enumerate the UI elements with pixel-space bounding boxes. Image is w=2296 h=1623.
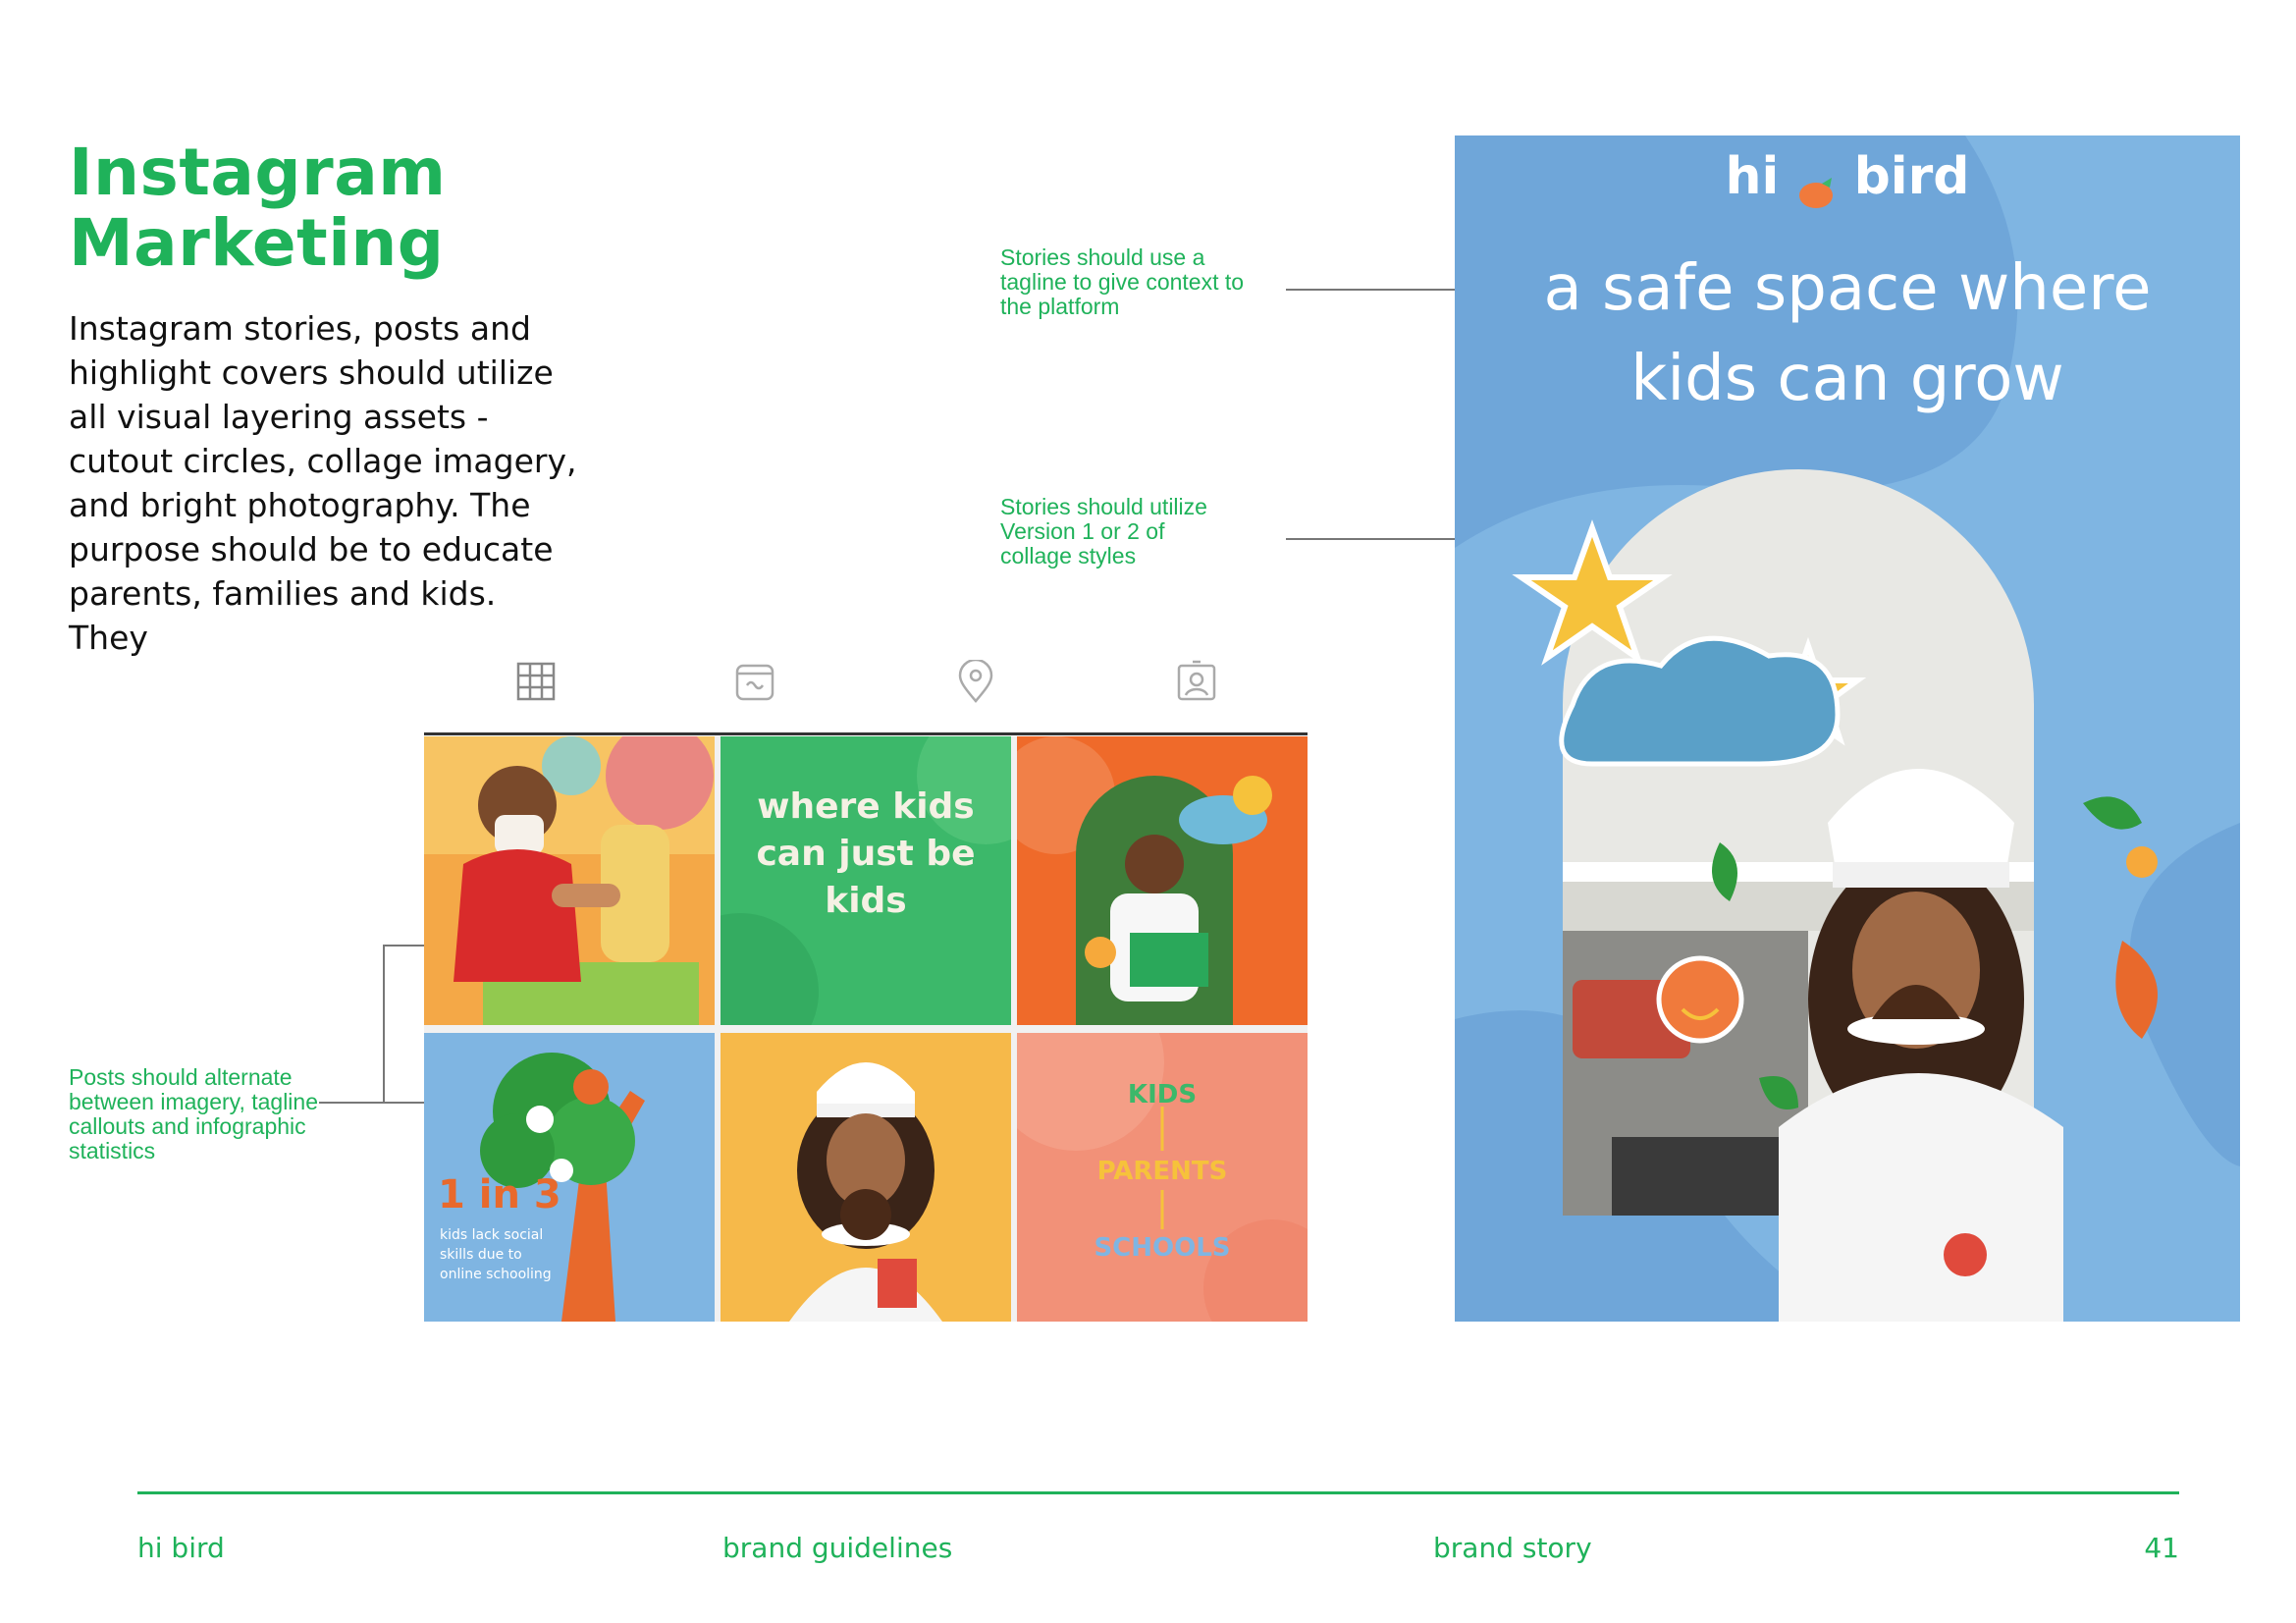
footer-section: brand story bbox=[1433, 1532, 1592, 1564]
story-tagline: a safe space where kids can grow bbox=[1543, 252, 2152, 415]
callout-posts: Posts should alternate between imagery, tagline callouts and infographic statistics bbox=[69, 1064, 318, 1163]
callout-posts-bracket bbox=[383, 945, 385, 1104]
page-title bbox=[69, 137, 447, 279]
reels-icon[interactable] bbox=[733, 660, 776, 703]
post-word-parents: PARENTS bbox=[1096, 1157, 1228, 1186]
footer-doc-title: brand guidelines bbox=[722, 1532, 953, 1564]
instagram-story[interactable] bbox=[1455, 135, 2240, 1322]
page-title-line-1: Instagram bbox=[69, 135, 447, 210]
post-photo-boy[interactable] bbox=[424, 736, 715, 1025]
tagged-icon[interactable] bbox=[1175, 660, 1218, 703]
instagram-post-grid bbox=[424, 736, 1308, 1322]
post-tagline-text: where kids can just be kids bbox=[756, 786, 976, 921]
post-stat-number: 1 in 3 bbox=[438, 1172, 561, 1217]
footer-page-number: 41 bbox=[2144, 1532, 2179, 1564]
post-photo-girl[interactable] bbox=[721, 1033, 1011, 1322]
callout-collage: Stories should utilize Version 1 or 2 of collage styles bbox=[1000, 494, 1207, 568]
body-paragraph: Instagram stories, posts and highlight covers should utilize all visual layering assets - cutout circles, collage imagery, and bright photography. The purpose should be to educate parents, families and kids. They bbox=[69, 309, 577, 657]
callout-posts-leader bbox=[319, 1102, 385, 1104]
grid-icon[interactable] bbox=[514, 660, 558, 703]
post-word-kids: KIDS bbox=[1127, 1080, 1198, 1109]
story-brand-right: bird bbox=[1853, 147, 1970, 206]
page-title-line-2: Marketing bbox=[69, 205, 445, 281]
post-tagline-tile[interactable] bbox=[721, 736, 1011, 1025]
post-word-schools: SCHOOLS bbox=[1094, 1233, 1231, 1263]
post-collage-boy[interactable] bbox=[1017, 736, 1308, 1025]
post-wordlist-tile[interactable] bbox=[1017, 1033, 1308, 1322]
location-icon[interactable] bbox=[954, 660, 997, 703]
bird-icon bbox=[1796, 163, 1836, 196]
story-brand-logo bbox=[1455, 147, 2240, 206]
post-stat-tile[interactable] bbox=[424, 1033, 715, 1322]
footer-rule bbox=[137, 1491, 2179, 1494]
callout-tagline: Stories should use a tagline to give context to the platform bbox=[1000, 244, 1245, 319]
story-brand-left: hi bbox=[1725, 147, 1780, 206]
instagram-tab-bar bbox=[424, 660, 1308, 715]
footer-brand: hi bird bbox=[137, 1532, 225, 1564]
post-stat-text: kids lack social skills due to online schooling bbox=[440, 1227, 552, 1282]
tab-active-indicator bbox=[424, 732, 1308, 735]
